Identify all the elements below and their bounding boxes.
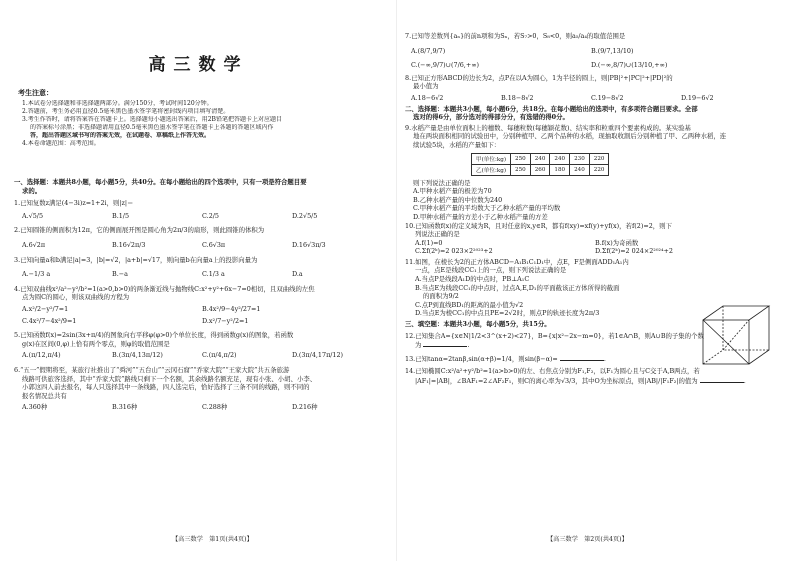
notice-item: 1.本试卷分选择题和非选择题两部分。满分150分，考试时间120分钟。 [22, 100, 213, 107]
option: D.16√3π/3 [292, 240, 326, 249]
question-9-cont: 地在两块面积相同的试验田中，分别种植甲、乙两个品种的水稻，现抽取收割后分别种植了甲、乙两种水稻，连 [413, 132, 727, 141]
option: D.Σf(2ᵏ)=2 024×2²⁰²⁴+2 [595, 247, 673, 256]
notice-item: 4.本卷命题范围：高考范围。 [22, 140, 100, 147]
question-12: 12.已知集合A={x∈N|1/2<3^(x+2)<27}，B={x|x²−2x−m=0}，若1∈A∩B，则A∪B的子集的个数 [405, 331, 704, 340]
option: C.Σf(2ᵏ)=2 023×2²⁰²³+2 [415, 247, 493, 256]
question-6-cont: 报名情况总共有 [22, 391, 67, 400]
section-heading: 三、填空题：本题共3小题，每小题5分，共15分。 [405, 320, 551, 329]
option: D.(3π/4,17π/12) [292, 351, 344, 360]
question-4: 4.已知双曲线x²/a²−y²/b²=1(a>0,b>0)的两条渐近线与抛物线C:x²+y²+6x−7=0相切，且双曲线的左焦 [14, 284, 315, 293]
question-9-cont: 续试验5块，水稻的产量如下： [413, 140, 501, 149]
table-cell: 220 [589, 153, 609, 164]
question-10-cont: 列说法正确的是 [415, 230, 460, 239]
option: A.6√2π [22, 240, 46, 249]
question-6-cont: 线路可供旅客选择，其中“乔家大院”路线只剩下一个名额，其余线路名额充足，现有小张、小胡、小李、 [22, 374, 317, 383]
page-title: 高三数学 [148, 55, 249, 75]
table-cell: 甲(单位:kg) [472, 153, 511, 164]
question-10-options-2 [405, 247, 777, 256]
page-footer: 【高三数学 第2页(共4页)】 [547, 536, 628, 543]
option: C.288种 [202, 403, 228, 412]
question-11: 11.如图，在棱长为2的正方体ABCD−A₁B₁C₁D₁中，点E，F是侧面ADD₁A₁内 [405, 257, 629, 266]
answer-blank [560, 354, 604, 361]
table-cell: 乙(单位:kg) [472, 164, 511, 175]
cube-hidden-edges [723, 306, 769, 350]
option-cont: 的面积为9/2 [423, 292, 459, 301]
option: B.4x²/9−4y²/27=1 [202, 304, 261, 313]
question-1-options [14, 212, 389, 221]
option: A.当点P是线段A₁D的中点时，PB⊥A₁C [415, 275, 530, 284]
question-3: 3.已知向量a和b满足|a|=3，|b|=√2，|a+b|=√17，则向量b在向量a上的投影向量为 [14, 255, 258, 264]
section-heading-cont: 选对的得6分，部分选对的得部分分，有选错的得0分。 [413, 113, 569, 122]
option: D.19−6√2 [681, 93, 714, 102]
question-4-options-2 [14, 317, 389, 326]
option: D.216种 [292, 403, 318, 412]
question-6-cont: 小郭这四人前去报名，每人只选择其中一条线路，四人选完后，恰好选择了三条不同的线路，则不同的 [22, 383, 310, 392]
question-10: 10.已知函数f(x)的定义域为R，且对任意的x,y∈R，都有f(xy)=xf(y)+yf(x)，若f(2)=2，则下 [405, 221, 672, 230]
option: C.6√3π [202, 240, 226, 249]
notice-item: 的答案标号涂黑；非选择题请用直径0.5毫米黑色墨水签字笔在答题卡上各题的答题区域内作 [30, 124, 274, 131]
option: A.360种 [22, 403, 48, 412]
option: B.(9/7,13/10) [591, 46, 634, 55]
cube-right-edges [749, 306, 769, 364]
question-14-cont-text: |AF₁|=|AB|，∠BAF₁=2∠AF₂F₁，则C的离心率为√3/3，其中O为坐标原点，则|AB|/|F₁F₂|的值为 [415, 377, 698, 385]
answer-blank [423, 340, 467, 347]
option: B.当点E为线段CC₁的中点时，过点A,E,D₁的平面截该正方体所得的截面 [415, 283, 620, 292]
question-7-options-2 [405, 61, 777, 70]
cube-diagonal [703, 320, 749, 364]
option: A.x²/2−y²/7=1 [22, 304, 69, 313]
table-cell: 180 [550, 164, 570, 175]
option: B.16√2π/3 [112, 240, 146, 249]
question-8: 8.已知正方形ABCD的边长为2，点P在以A为圆心，1为半径的圆上，则|PB|²+|PC|²+|PD|²的 [405, 73, 673, 82]
question-12-cont-text: 为 [415, 341, 422, 350]
option: D.2√5/5 [292, 211, 318, 220]
option: A.−1/3 a [22, 270, 51, 279]
option: C.(−∞,9/7)∪(7/6,+∞) [411, 61, 480, 70]
question-5: 5.已知函数f(x)=2sin(3x+π/4)的图象向右平移φ(φ>0)个单位长度，得到函数g(x)的图象，若函数 [14, 331, 294, 340]
cube-inner-line [723, 320, 749, 350]
question-10-options [405, 239, 777, 248]
page-footer: 【高三数学 第1页(共4页)】 [172, 536, 253, 543]
option: B.316种 [112, 403, 138, 412]
option: C.(π/4,π/2) [202, 351, 237, 360]
section-heading: 二、选择题：本题共3小题，每小题6分，共18分。在每小题给出的选项中，有多项符合题目要求。全部 [405, 104, 698, 113]
question-13: 13.已知tanα=2tanβ,sin(α+β)=1/4，则sin(β−α)= . [405, 354, 606, 363]
section-heading: 一、选择题：本题共8小题，每小题5分，共40分。在每小题给出的四个选项中，只有一项是符合题目要 [14, 178, 307, 186]
table-cell: 240 [550, 153, 570, 164]
question-7: 7.已知等差数列{aₙ}的前n项和为Sₙ，若S₇>0，S₈<0，则a₅/a₄的取值范围是 [405, 32, 626, 40]
option: A.√5/5 [22, 211, 44, 220]
option: D.a [292, 270, 303, 279]
table-cell: 240 [530, 153, 550, 164]
yield-table [471, 153, 609, 176]
question-7-options [405, 47, 777, 56]
option: A.甲种水稻产量的极差为70 [413, 187, 492, 196]
table-cell: 250 [511, 153, 531, 164]
notice-title: 考生注意： [18, 88, 53, 97]
option: B.f(x)为奇函数 [595, 238, 639, 247]
option: D.(−∞,8/7)∪(13/10,+∞) [591, 61, 668, 70]
question-9: 9.水稻产量是由单位面积上的穗数、每穗粒数(每穗颖花数)、结实率和粒重四个要素构成的。某实验基 [405, 123, 691, 132]
option: B.1/5 [112, 211, 130, 220]
question-2: 2.已知圆锥的侧面积为12π，它的侧面展开图是圆心角为2π/3的扇形，则此圆锥的体积为 [14, 226, 265, 235]
question-6: 6.“五一”假期将至，某旅行社推出了“舜河”“五台山”“云冈石窟”“乔家大院”“王家大院”共五条旅游 [14, 365, 290, 374]
question-13-text: 13.已知tanα=2tanβ,sin(α+β)=1/4，则sin(β−α)= [405, 354, 558, 363]
question-5-options [14, 351, 389, 360]
question-5-cont: g(x)在区间(0,φ)上恰有两个零点，则φ的取值范围是 [22, 339, 170, 348]
question-11-cont: 一点，点E是线段CC₁上的一点，则下列说法正确的是 [415, 266, 567, 275]
question-8-cont: 最小值为 [413, 82, 439, 91]
answer-blank [700, 376, 744, 383]
option: C.甲种水稻产量的平均数大于乙种水稻产量的平均数 [413, 204, 561, 213]
option: C.19−8√2 [591, 93, 624, 102]
option: A.(π/12,π/4) [22, 351, 61, 360]
option: D.当点E为棱CC₁的中点且PE=2√2时，则点P的轨迹长度为2π/3 [415, 309, 600, 318]
table-cell: 250 [511, 164, 531, 175]
notice-list [22, 100, 282, 148]
option: A.(8/7,9/7) [411, 46, 446, 55]
cube-figure [697, 300, 777, 370]
table-cell: 220 [589, 164, 609, 175]
table-row [472, 153, 609, 164]
option: C.1/3 a [202, 270, 225, 279]
option: C.点P到直线BD₁的距离的最小值为√2 [415, 300, 524, 309]
table-cell: 260 [530, 164, 550, 175]
question-4-cont: 点为圆C的圆心，则该双曲线的方程为 [22, 293, 130, 302]
option: B.18−8√2 [501, 93, 534, 102]
option: B.−a [112, 270, 128, 279]
table-cell: 230 [570, 153, 590, 164]
notice-item: 答，超出答题区域书写的答案无效，在试题卷、草稿纸上作答无效。 [30, 132, 211, 139]
question-14-cont: |AF₁|=|AB|，∠BAF₁=2∠AF₂F₁，则C的离心率为√3/3，其中O为坐标原点，则|AB|/|F₁F₂|的值为 . [415, 377, 746, 385]
question-2-options [14, 241, 389, 250]
question-4-options [14, 305, 389, 314]
question-3-options [14, 270, 389, 279]
option: B.(3π/4,13π/12) [112, 351, 163, 360]
section-heading-cont: 求的。 [22, 186, 42, 195]
question-6-options [14, 403, 389, 412]
option: C.2/5 [202, 211, 219, 220]
option: C.4x²/7−4x²/9=1 [22, 316, 77, 325]
option: B.乙种水稻产量的中位数为240 [413, 195, 503, 204]
option: D.x²/7−y²/2=1 [202, 316, 249, 325]
question-14: 14.已知椭圆C:x²/a²+y²/b²=1(a>b>0)的左、右焦点分别为F₁,F₂，以F₁为圆心且与C交于A,B两点，若 [405, 367, 700, 376]
option: A.18−6√2 [411, 93, 444, 102]
question-1: 1.已知复数z满足(4−3i)z=1+2i，则|z|＝ [14, 199, 134, 208]
table-cell: 240 [570, 164, 590, 175]
question-8-options [405, 94, 777, 103]
question-9-prompt: 则下列说法正确的是 [413, 178, 471, 187]
notice-item: 2.答题前，考生务必用直径0.5毫米黑色墨水签字笔将密封线内项目填写清楚。 [22, 108, 230, 115]
cube-hidden-edge [703, 350, 723, 364]
notice-item: 3.考生作答时，请将答案答在答题卡上。选择题每小题选出答案后，用2B铅笔把答题卡上对应题目 [22, 116, 282, 123]
question-12-cont: 为 . [415, 341, 470, 350]
questions-block [14, 178, 389, 412]
option: D.甲种水稻产量的方差小于乙种水稻产量的方差 [413, 212, 548, 221]
cube-top-face [703, 306, 769, 320]
table-row [472, 164, 609, 175]
exam-page-2 [397, 0, 794, 561]
option: A.f(1)=0 [415, 238, 443, 247]
